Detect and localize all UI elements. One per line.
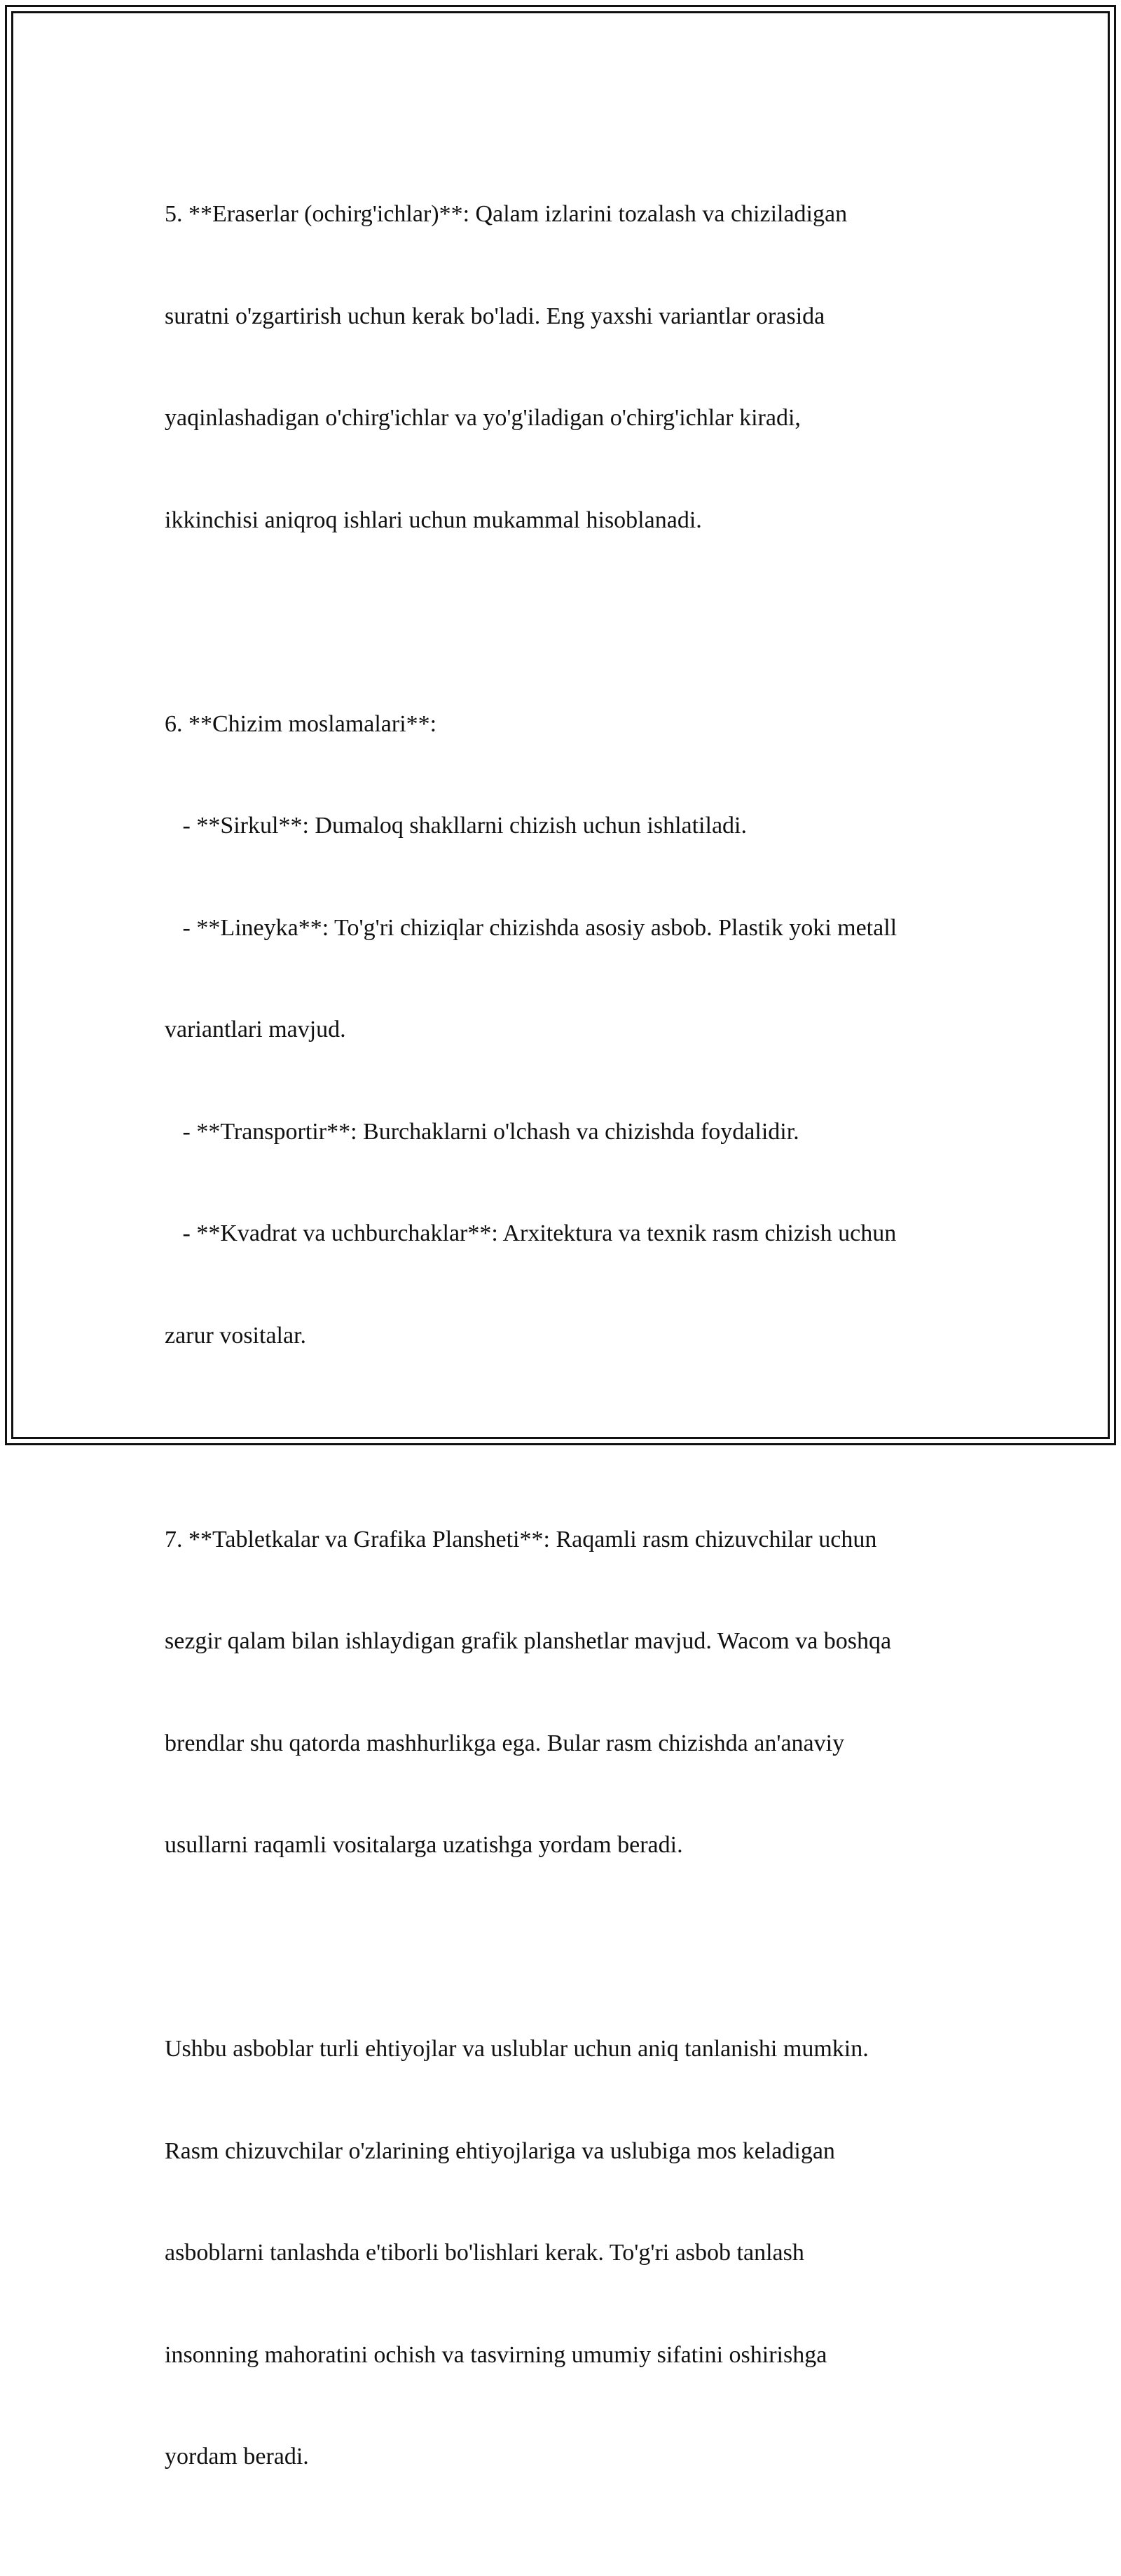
text-line: - **Transportir**: Burchaklarni o'lchash va chizishda foydalidir. bbox=[165, 1118, 799, 1145]
text-line: 6. **Chizim moslamalari**: bbox=[165, 710, 437, 737]
text-line: - **Sirkul**: Dumaloq shakllarni chizish uchun ishlatiladi. bbox=[165, 813, 747, 839]
text-line: yordam beradi. bbox=[165, 2444, 309, 2470]
text-line: asboblarni tanlashda e'tiborli bo'lishlari kerak. To'g'ri asbob tanlash bbox=[165, 2240, 804, 2266]
text-line: usullarni raqamli vositalarga uzatishga yordam beradi. bbox=[165, 1832, 683, 1858]
text-line: - **Lineyka**: To'g'ri chiziqlar chizishda asosiy asbob. Plastik yoki metall bbox=[165, 914, 898, 941]
text-line: sezgir qalam bilan ishlaydigan grafik planshetlar mavjud. Wacom va boshqa bbox=[165, 1628, 892, 1654]
paragraph-tablets bbox=[165, 1455, 970, 1931]
document-body bbox=[165, 130, 970, 2576]
text-line: ikkinchisi aniqroq ishlari uchun mukammal hisoblanadi. bbox=[165, 507, 702, 533]
text-line: 5. **Eraserlar (ochirg'ichlar)**: Qalam izlarini tozalash va chiziladigan bbox=[165, 201, 848, 227]
text-line: zarur vositalar. bbox=[165, 1322, 307, 1349]
paragraph-erasers bbox=[165, 130, 970, 605]
text-line: variantlari mavjud. bbox=[165, 1017, 346, 1042]
text-line: yaqinlashadigan o'chirg'ichlar va yo'g'iladigan o'chirg'ichlar kiradi, bbox=[165, 405, 801, 431]
paragraph-conclusion bbox=[165, 1964, 970, 2542]
text-line: 7. **Tabletkalar va Grafika Plansheti**: Raqamli rasm chizuvchilar uchun bbox=[165, 1526, 877, 1552]
text-line: Ushbu asboblar turli ehtiyojlar va uslublar uchun aniq tanlanishi mumkin. bbox=[165, 2036, 869, 2062]
text-line: brendlar shu qatorda mashhurlikga ega. Bular rasm chizishda an'anaviy bbox=[165, 1730, 845, 1756]
text-line: suratni o'zgartirish uchun kerak bo'ladi. Eng yaxshi variantlar orasida bbox=[165, 303, 825, 329]
text-line: Rasm chizuvchilar o'zlarining ehtiyojlariga va uslubiga mos keladigan bbox=[165, 2137, 835, 2164]
text-line: insonning mahoratini ochish va tasvirning umumiy sifatini oshirishga bbox=[165, 2341, 827, 2368]
text-line: - **Kvadrat va uchburchaklar**: Arxitektura va texnik rasm chizish uchun bbox=[165, 1220, 897, 1246]
paragraph-drawing-tools bbox=[165, 640, 970, 1421]
